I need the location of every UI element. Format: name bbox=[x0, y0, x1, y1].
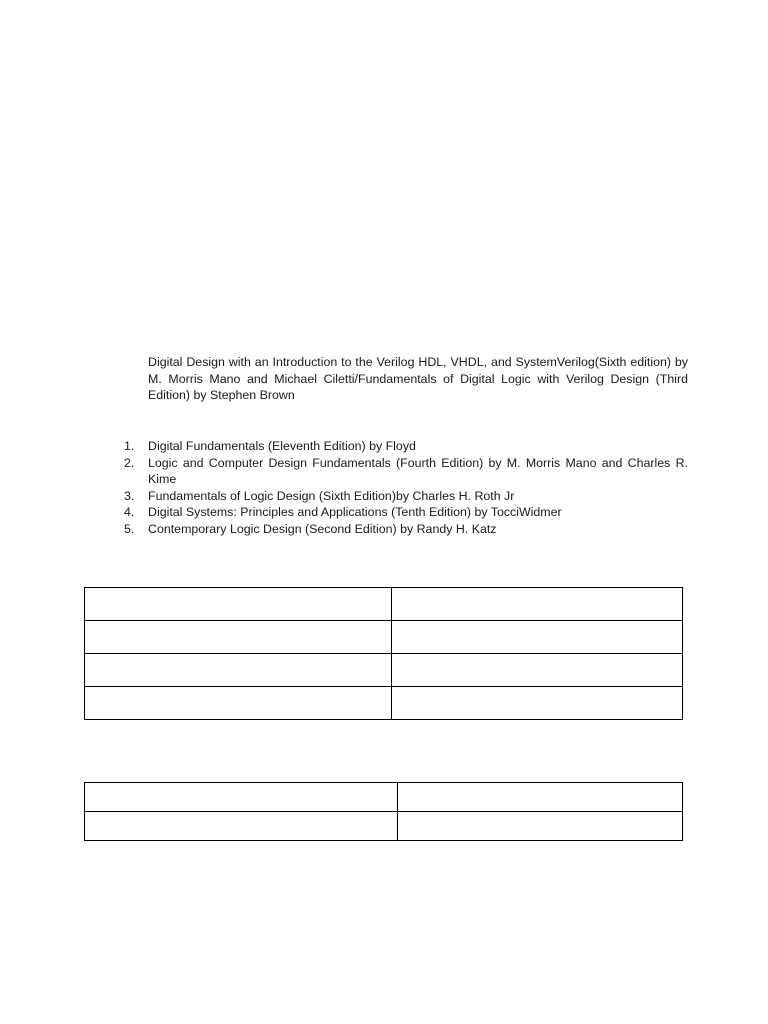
table-cell bbox=[392, 621, 683, 654]
list-item bbox=[124, 521, 688, 538]
list-item bbox=[124, 455, 688, 488]
list-item-number: 4. bbox=[124, 505, 135, 519]
list-item bbox=[124, 488, 688, 505]
list-item-text: Fundamentals of Logic Design (Sixth Edition)by Charles H. Roth Jr bbox=[148, 488, 515, 503]
table-row bbox=[85, 687, 683, 720]
table-cell bbox=[85, 812, 398, 841]
table-row bbox=[85, 621, 683, 654]
course-table bbox=[84, 587, 683, 720]
table-cell bbox=[85, 654, 392, 687]
table-cell bbox=[398, 783, 683, 812]
table-cell bbox=[85, 687, 392, 720]
textbook-paragraph: Digital Design with an Introduction to the Verilog HDL, VHDL, and SystemVerilog(Sixth edition) by M. Morris Mano and Michael Ciletti/Fundamentals of Digital Logic with Verilog Design (Third Edition) by Stephen Brown bbox=[148, 355, 688, 402]
list-item-number: 2. bbox=[124, 455, 135, 470]
table-cell bbox=[392, 654, 683, 687]
table-cell bbox=[398, 812, 683, 841]
table-row bbox=[85, 588, 683, 621]
approval-table bbox=[84, 782, 683, 841]
list-item-number: 1. bbox=[124, 439, 135, 453]
table-cell bbox=[392, 687, 683, 720]
reference-list bbox=[124, 438, 688, 537]
table-row bbox=[85, 654, 683, 687]
list-item-number: 3. bbox=[124, 488, 135, 503]
table-cell bbox=[85, 621, 392, 654]
list-item-number: 5. bbox=[124, 521, 135, 536]
list-item-text: Contemporary Logic Design (Second Edition) by Randy H. Katz bbox=[148, 521, 497, 536]
table-cell bbox=[85, 588, 392, 621]
list-item bbox=[124, 504, 688, 521]
list-item bbox=[124, 438, 688, 455]
table-row bbox=[85, 812, 683, 841]
table-row bbox=[85, 783, 683, 812]
list-item-text: Digital Fundamentals (Eleventh Edition) by Floyd bbox=[148, 439, 416, 453]
table-cell bbox=[392, 588, 683, 621]
table-cell bbox=[85, 783, 398, 812]
list-item-text: Digital Systems: Principles and Applications (Tenth Edition) by TocciWidmer bbox=[148, 505, 562, 519]
list-item-text: Logic and Computer Design Fundamentals (Fourth Edition) by M. Morris Mano and Charles R. Kime bbox=[148, 455, 688, 486]
